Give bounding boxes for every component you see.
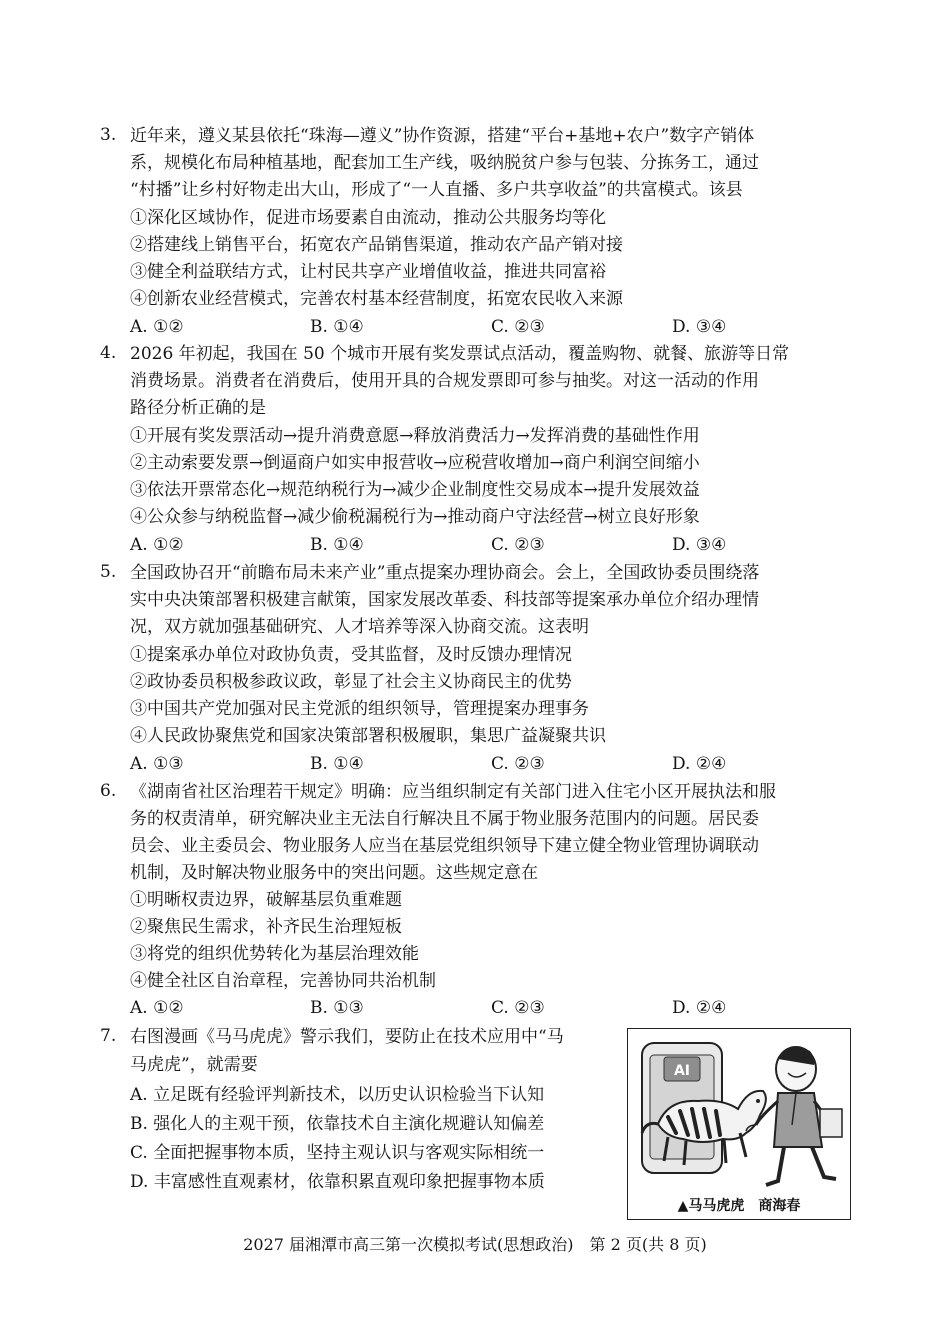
statement: ④公众参与纳税监督→减少偷税漏税行为→推动商户守法经营→树立良好形象 xyxy=(130,507,700,527)
screen-label: AI xyxy=(673,1063,691,1079)
option-c[interactable]: C. 全面把握事物本质，坚持主观认识与客观实际相统一 xyxy=(130,1143,545,1163)
answer-options xyxy=(130,751,830,778)
question-text-line: 2026 年初起，我国在 50 个城市开展有奖发票试点活动，覆盖购物、就餐、旅游等日常 xyxy=(130,344,790,364)
statement: ③将党的组织优势转化为基层治理效能 xyxy=(130,944,419,964)
statement: ②主动索要发票→倒逼商户如实申报营收→应税营收增加→商户利润空间缩小 xyxy=(130,453,700,473)
question-text-line: 机制，及时解决物业服务中的突出问题。这些规定意在 xyxy=(130,863,538,883)
option-d[interactable]: D. ③④ xyxy=(672,317,727,337)
statement: ①开展有奖发票活动→提升消费意愿→释放消费活力→发挥消费的基础性作用 xyxy=(130,426,700,446)
option-c[interactable]: C. ②③ xyxy=(491,754,545,774)
statement: ①深化区域协作，促进市场要素自由流动，推动公共服务均等化 xyxy=(130,208,606,228)
option-b[interactable]: B. ①④ xyxy=(310,317,364,337)
question-text-line: 《湖南省社区治理若干规定》明确：应当组织制定有关部门进入住宅小区开展执法和服 xyxy=(130,782,776,802)
option-c[interactable]: C. ②③ xyxy=(491,317,545,337)
option-c[interactable]: C. ②③ xyxy=(491,998,545,1018)
answer-options xyxy=(130,532,830,559)
option-c[interactable]: C. ②③ xyxy=(491,535,545,555)
option-d[interactable]: D. 丰富感性直观素材，依靠积累直观印象把握事物本质 xyxy=(130,1172,545,1192)
statement: ②政协委员积极参政议政，彰显了社会主义协商民主的优势 xyxy=(130,672,572,692)
option-a[interactable]: A. ①② xyxy=(130,317,184,337)
cartoon-caption: ▲马马虎虎 商海春 xyxy=(677,1198,801,1214)
statement: ②搭建线上销售平台，拓宽农产品销售渠道，推动农产品产销对接 xyxy=(130,235,623,255)
question-text-line: 路径分析正确的是 xyxy=(130,398,266,418)
question-number: 7. xyxy=(100,1026,117,1046)
answer-options xyxy=(130,995,830,1022)
cartoon-illustration xyxy=(628,1029,850,1194)
option-b[interactable]: B. 强化人的主观干预，依靠技术自主演化规避认知偏差 xyxy=(130,1114,545,1134)
question-text-line: 全国政协召开“前瞻布局未来产业”重点提案办理协商会。会上，全国政协委员围绕落 xyxy=(130,563,760,583)
option-a[interactable]: A. ①③ xyxy=(130,754,184,774)
option-b[interactable]: B. ①④ xyxy=(310,754,364,774)
question-text-line: 务的权责清单，研究解决业主无法自行解决且不属于物业服务范围内的问题。居民委 xyxy=(130,809,759,829)
page-footer: 2027 届湘潭市高三第一次模拟考试(思想政治) 第 2 页(共 8 页) xyxy=(243,1235,707,1254)
statement: ②聚焦民生需求，补齐民生治理短板 xyxy=(130,917,402,937)
question-text-line: 马虎虎”，就需要 xyxy=(130,1055,258,1075)
cartoon-figure xyxy=(627,1028,851,1220)
statement: ①明晰权责边界，破解基层负重难题 xyxy=(130,890,402,910)
statement: ④创新农业经营模式，完善农村基本经营制度，拓宽农民收入来源 xyxy=(130,289,623,309)
question-text-line: “村播”让乡村好物走出大山，形成了“一人直播、多户共享收益”的共富模式。该县 xyxy=(130,180,743,200)
question-number: 4. xyxy=(100,343,117,363)
question-text-line: 况，双方就加强基础研究、人才培养等深入协商交流。这表明 xyxy=(130,617,589,637)
question-text-line: 右图漫画《马马虎虎》警示我们，要防止在技术应用中“马 xyxy=(130,1027,564,1047)
question-text-line: 员会、业主委员会、物业服务人应当在基层党组织领导下建立健全物业管理协调联动 xyxy=(130,836,759,856)
option-b[interactable]: B. ①④ xyxy=(310,535,364,555)
question-text-line: 系，规模化布局种植基地，配套加工生产线，吸纳脱贫户参与包装、分拣务工，通过 xyxy=(130,153,759,173)
option-d[interactable]: D. ②④ xyxy=(672,998,727,1018)
statement: ③依法开票常态化→规范纳税行为→减少企业制度性交易成本→提升发展效益 xyxy=(130,480,700,500)
option-a[interactable]: A. ①② xyxy=(130,998,184,1018)
option-d[interactable]: D. ③④ xyxy=(672,535,727,555)
question-number: 6. xyxy=(100,781,117,801)
answer-options xyxy=(130,314,830,341)
question-text-line: 实中央决策部署积极建言献策，国家发展改革委、科技部等提案承办单位介绍办理情 xyxy=(130,590,759,610)
option-b[interactable]: B. ①③ xyxy=(310,998,364,1018)
question-number: 3. xyxy=(100,125,117,145)
statement: ③中国共产党加强对民主党派的组织领导，管理提案办理事务 xyxy=(130,699,589,719)
question-text-line: 近年来，遵义某县依托“珠海—遵义”协作资源，搭建“平台+基地+农户”数字产销体 xyxy=(130,126,755,146)
statement: ④健全社区自治章程，完善协同共治机制 xyxy=(130,971,436,991)
option-a[interactable]: A. 立足既有经验评判新技术，以历史认识检验当下认知 xyxy=(130,1085,545,1105)
statement: ④人民政协聚焦党和国家决策部署积极履职，集思广益凝聚共识 xyxy=(130,726,606,746)
statement: ①提案承办单位对政协负责，受其监督，及时反馈办理情况 xyxy=(130,645,572,665)
statement: ③健全利益联结方式，让村民共享产业增值收益，推进共同富裕 xyxy=(130,262,606,282)
option-a[interactable]: A. ①② xyxy=(130,535,184,555)
option-d[interactable]: D. ②④ xyxy=(672,754,727,774)
question-number: 5. xyxy=(100,562,117,582)
question-text-line: 消费场景。消费者在消费后，使用开具的合规发票即可参与抽奖。对这一活动的作用 xyxy=(130,371,759,391)
